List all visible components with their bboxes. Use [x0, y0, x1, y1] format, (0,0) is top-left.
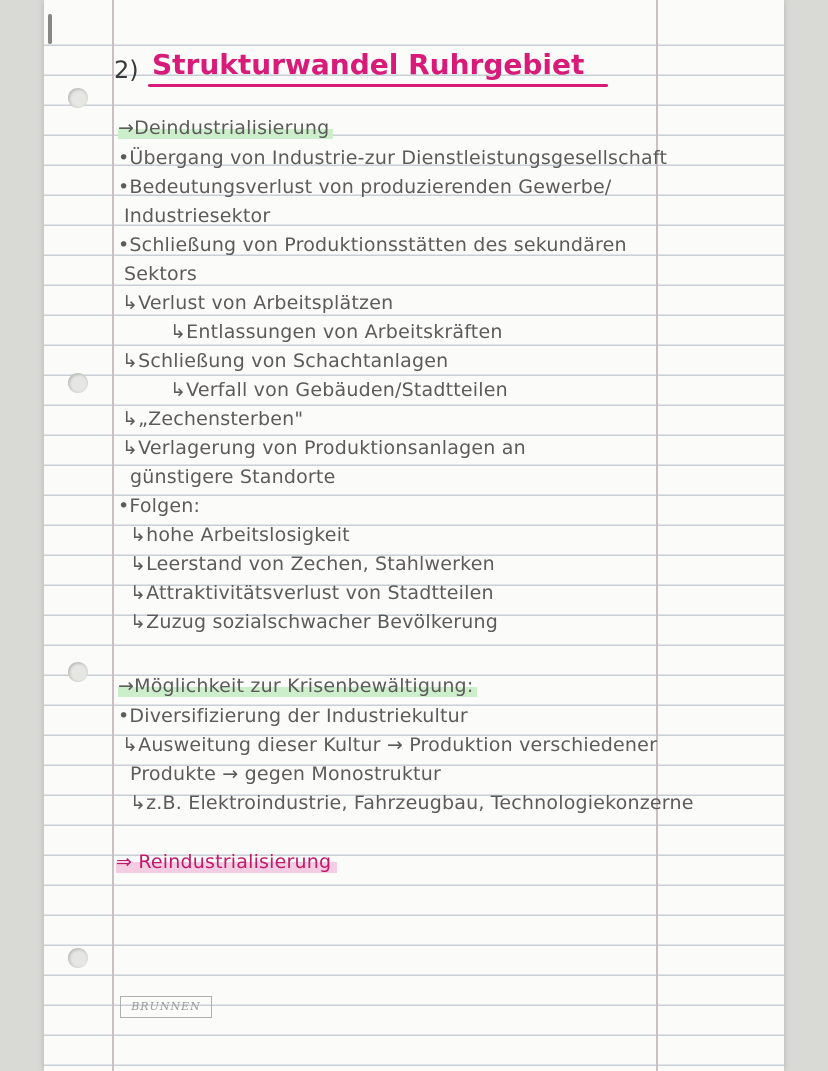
note-line: Sektors [124, 263, 197, 285]
punch-hole-4 [68, 948, 88, 968]
note-line [118, 674, 477, 698]
note-line [116, 850, 337, 874]
note-line: ↳Leerstand von Zechen, Stahlwerken [130, 553, 495, 575]
left-margin-line [112, 0, 114, 1071]
punch-hole-1 [68, 88, 88, 108]
note-line: ↳Entlassungen von Arbeitskräften [170, 321, 503, 343]
note-line: günstigere Standorte [130, 466, 336, 488]
section-number: 2) [114, 56, 139, 84]
note-line: ↳Verlagerung von Produktionsanlagen an [122, 437, 526, 459]
notebook-page [44, 0, 784, 1071]
heading-reindustrialisierung: ⇒ Reindustrialisierung [116, 851, 337, 873]
note-line: •Übergang von Industrie-zur Dienstleistungsgesellschaft [118, 147, 668, 169]
title-underline [148, 84, 608, 87]
note-line: ↳z.B. Elektroindustrie, Fahrzeugbau, Technologiekonzerne [130, 792, 694, 814]
note-line: ↳Verlust von Arbeitsplätzen [122, 292, 394, 314]
brand-logo: BRUNNEN [120, 996, 212, 1018]
note-line: ↳hohe Arbeitslosigkeit [130, 524, 350, 546]
note-line: ↳Zuzug sozialschwacher Bevölkerung [130, 611, 499, 633]
note-line: Industriesektor [124, 205, 271, 227]
note-line: Produkte → gegen Monostruktur [130, 763, 441, 785]
punch-hole-3 [68, 662, 88, 682]
note-line: ↳Attraktivitätsverlust von Stadtteilen [130, 582, 494, 604]
punch-hole-2 [68, 373, 88, 393]
note-line: ↳Schließung von Schachtanlagen [122, 350, 449, 372]
note-line: ↳Verfall von Gebäuden/Stadtteilen [170, 379, 508, 401]
note-line: •Folgen: [118, 495, 201, 517]
note-line: •Diversifizierung der Industriekultur [118, 705, 468, 727]
note-line: ↳„Zechensterben" [122, 408, 304, 430]
note-line [118, 116, 333, 140]
page-title: Strukturwandel Ruhrgebiet [152, 48, 585, 81]
note-line: ↳Ausweitung dieser Kultur → Produktion verschiedener [122, 734, 658, 756]
note-line: •Bedeutungsverlust von produzierenden Gewerbe/ [118, 176, 612, 198]
heading-deindustrialisierung: →Deindustrialisierung [118, 117, 333, 139]
note-line: •Schließung von Produktionsstätten des sekundären [118, 234, 627, 256]
heading-krisenbewaeltigung: →Möglichkeit zur Krisenbewältigung: [118, 675, 477, 697]
torn-edge [48, 14, 52, 44]
